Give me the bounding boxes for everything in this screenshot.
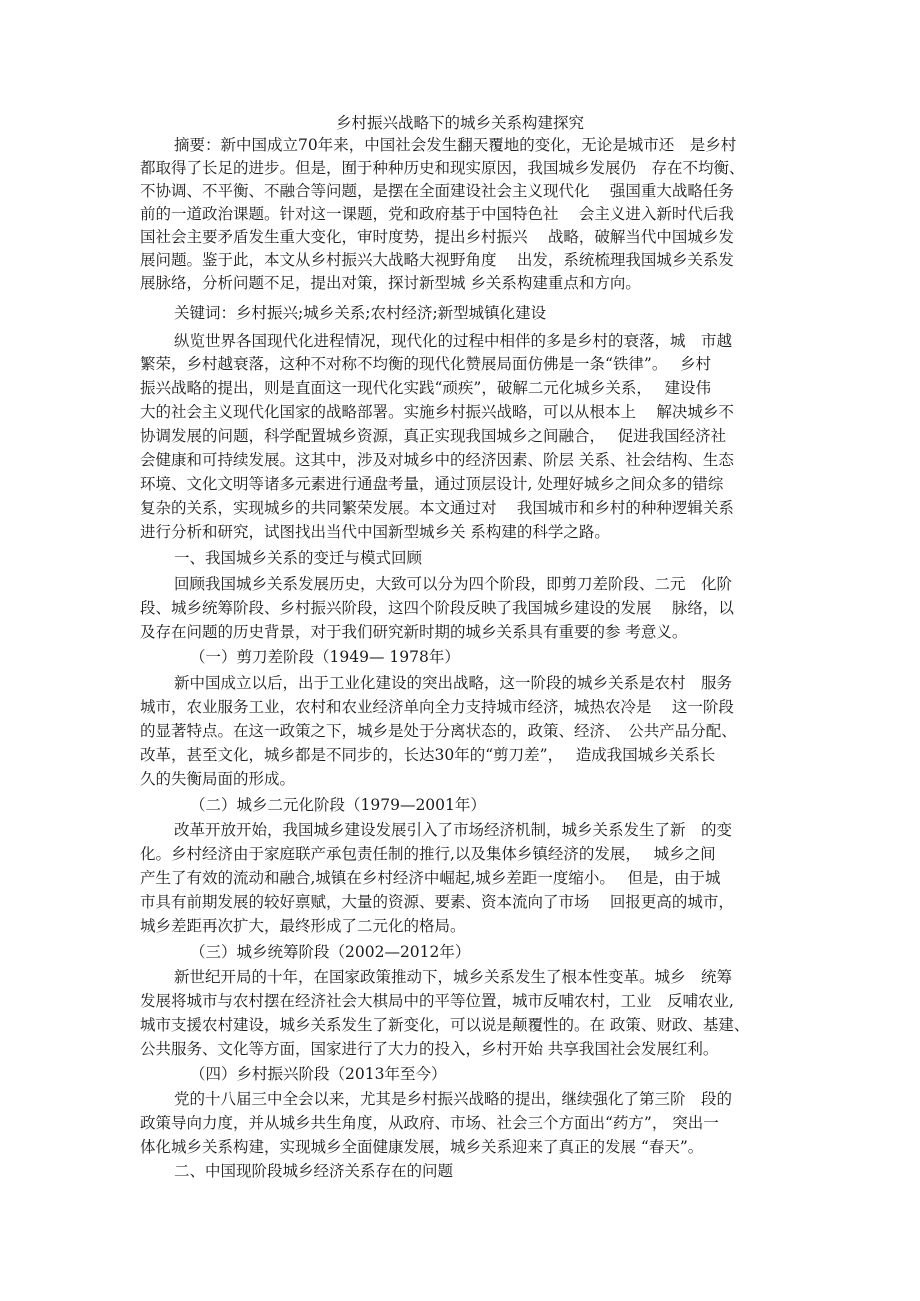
body-line: 发展将城市与农村摆在经济社会大棋局中的平等位置，城市反哺农村，工业 反哺农业,	[140, 992, 734, 1010]
subsection-heading: （二）城乡二元化阶段（1979—2001年）	[190, 796, 486, 814]
abstract-line: 前的一道政治课题。针对这一课题，党和政府基于中国特色社 会主义进入新时代后我	[140, 205, 734, 223]
body-line: 城市支援农村建设，城乡关系发生了新变化，可以说是颠覆性的。在 政策、财政、基建、	[140, 1016, 750, 1034]
body-line: 党的十八届三中全会以来，尤其是乡村振兴战略的提出，继续强化了第三阶 段的	[174, 1090, 733, 1108]
body-line: 进行分析和研究，试图找出当代中国新型城乡关 系构建的科学之路。	[140, 523, 610, 541]
abstract-line: 摘要：新中国成立70年来，中国社会发生翻天覆地的变化，无论是城市还 是乡村	[174, 136, 737, 154]
body-line: 的显著特点。在这一政策之下，城乡是处于分离状态的，政策、经济、 公共产品分配、	[140, 722, 737, 740]
abstract-line: 展脉络，分析问题不足，提出对策，探讨新型城 乡关系构建重点和方向。	[140, 274, 641, 292]
section-heading: 一、我国城乡关系的变迁与模式回顾	[174, 549, 423, 567]
subsection-heading: （四）乡村振兴阶段（2013年至今）	[190, 1065, 447, 1083]
body-line: 政策导向力度，并从城乡共生角度，从政府、市场、社会三个方面出“药方”， 突出一	[140, 1114, 719, 1132]
body-line: 久的失衡局面的形成。	[140, 770, 296, 788]
body-line: 及存在问题的历史背景，对于我们研究新时期的城乡关系具有重要的参 考意义。	[140, 623, 688, 641]
body-line: 复杂的关系，实现城乡的共同繁荣发展。本文通过对 我国城市和乡村的种种逻辑关系	[140, 499, 734, 517]
body-line: 公共服务、文化等方面，国家进行了大力的投入，乡村开始 共享我国社会发展红利。	[140, 1040, 719, 1058]
body-line: 产生了有效的流动和融合,城镇在乡村经济中崛起,城乡差距一度缩小。 但是，由于城	[140, 869, 721, 887]
document-title: 乡村振兴战略下的城乡关系构建探究	[335, 114, 584, 132]
body-line: 纵览世界各国现代化进程情况，现代化的过程中相伴的多是乡村的衰落，城 市越	[174, 332, 733, 350]
body-line: 改革，甚至文化，城乡都是不同步的，长达30年的“剪刀差”， 造成我国城乡关系长	[140, 746, 716, 764]
body-line: 城乡差距再次扩大，最终形成了二元化的格局。	[140, 917, 466, 935]
body-line: 改革开放开始，我国城乡建设发展引入了市场经济机制，城乡关系发生了新 的变	[174, 821, 733, 839]
body-line: 市具有前期发展的较好禀赋，大量的资源、要素、资本流向了市场 回报更高的城市，	[140, 893, 734, 911]
body-line: 大的社会主义现代化国家的战略部署。实施乡村振兴战略，可以从根本上 解决城乡不	[140, 403, 734, 421]
body-line: 繁荣，乡村越衰落，这种不对称不均衡的现代化赞展局面仿佛是一条“铁律”。 乡村	[140, 355, 712, 373]
body-line: 会健康和可持续发展。这其中，涉及对城乡中的经济因素、阶层 关系、社会结构、生态	[140, 451, 734, 469]
abstract-line: 不协调、不平衡、不融合等问题，是摆在全面建设社会主义现代化 强国重大战略任务	[140, 182, 734, 200]
abstract-line: 国社会主要矛盾发生重大变化，审时度势，提出乡村振兴 战略，破解当代中国城乡发	[140, 228, 734, 246]
body-line: 新中国成立以后，出于工业化建设的突出战略，这一阶段的城乡关系是农村 服务	[174, 674, 733, 692]
section-heading: 二、中国现阶段城乡经济关系存在的问题	[174, 1162, 454, 1180]
body-line: 协调发展的问题，科学配置城乡资源，真正实现我国城乡之间融合， 促进我国经济社	[140, 427, 727, 445]
subsection-heading: （三）城乡统筹阶段（2002—2012年）	[190, 943, 471, 961]
body-line: 化。乡村经济由于家庭联产承包责任制的推行,以及集体乡镇经济的发展， 城乡之间	[140, 845, 716, 863]
subsection-heading: （一）剪刀差阶段（1949— 1978年）	[190, 648, 460, 666]
body-line: 段、城乡统筹阶段、乡村振兴阶段，这四个阶段反映了我国城乡建设的发展 脉络，以	[140, 599, 734, 617]
body-line: 体化城乡关系构建，实现城乡全面健康发展，城乡关系迎来了真正的发展 “春天”。	[140, 1138, 704, 1156]
body-line: 新世纪开局的十年，在国家政策推动下，城乡关系发生了根本性变革。城乡 统筹	[174, 968, 733, 986]
keywords-line: 关键词：乡村振兴;城乡关系;农村经济;新型城镇化建设	[174, 304, 547, 322]
body-line: 振兴战略的提出，则是直面这一现代化实践“顽疾”，破解二元化城乡关系， 建设伟	[140, 379, 712, 397]
body-line: 城市，农业服务工业，农村和农业经济单向全力支持城市经济，城热农冷是 这一阶段	[140, 698, 734, 716]
abstract-line: 都取得了长足的进步。但是，囿于种种历史和现实原因，我国城乡发展仍 存在不均衡、	[140, 159, 745, 177]
body-line: 环境、文化文明等诸多元素进行通盘考量，通过顶层设计, 处理好城乡之间众多的错综	[140, 475, 724, 493]
abstract-line: 展问题。鉴于此，本文从乡村振兴大战略大视野角度 出发，系统梳理我国城乡关系发	[140, 251, 734, 269]
body-line: 回顾我国城乡关系发展历史，大致可以分为四个阶段，即剪刀差阶段、二元 化阶	[174, 575, 733, 593]
